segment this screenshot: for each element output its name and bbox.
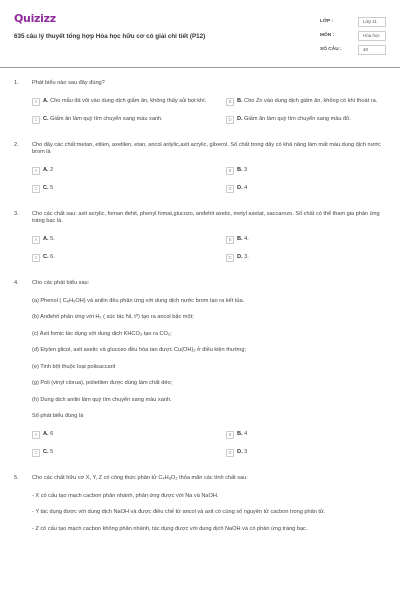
option-key: B. <box>237 431 243 438</box>
option-text: Cho Zn vào dung dịch giấm ăn, không có khí thoát ra. <box>244 98 378 105</box>
option-text: Giấm ăn làm quỳ tím chuyển sang màu xanh. <box>50 116 163 123</box>
question-number: 3. <box>14 210 19 217</box>
option-text: 3 <box>244 167 248 174</box>
question-1 <box>0 80 400 134</box>
option-c[interactable] <box>32 449 214 457</box>
meta-label: MÔN : <box>320 32 335 38</box>
option-b[interactable] <box>226 431 386 439</box>
option-key: B. <box>237 167 243 174</box>
option-key: C. <box>43 185 49 192</box>
answer-options <box>32 98 386 134</box>
option-a[interactable] <box>32 431 214 439</box>
option-c[interactable] <box>32 185 214 193</box>
option-d[interactable] <box>226 116 386 124</box>
option-letter-box: A <box>32 236 40 244</box>
question-text: Cho các chất sau: axit acrylic, foman đehit, phenyl fomat,glucozo, anđehit axetic, metyl axetat, saccarozo. Số chất có thể tham gia phản ứng tráng bạc là. <box>32 210 380 225</box>
option-letter-box: D <box>226 185 234 193</box>
question-5 <box>0 475 400 533</box>
condition-z: - Z có cấu tạo mạch cacbon không phân nhánh, tác dụng được với dung dịch NaOH và có phản ứng tráng bạc. <box>32 525 308 532</box>
option-letter-box: A <box>32 167 40 175</box>
option-text: 3 <box>244 449 248 456</box>
option-letter-box: A <box>32 431 40 439</box>
option-text: Cho mẫu đá vôi vào dung dịch giấm ăn, không thấy sủi bọt khí. <box>50 98 207 105</box>
option-letter-box: D <box>226 254 234 262</box>
question-2 <box>0 142 400 203</box>
statement-a: (a) Phenol ( C₆H₅OH) và anilin đều phản ứng với dung dịch nước brom tạo ra kết tủa. <box>32 297 245 304</box>
option-letter-box: A <box>32 98 40 106</box>
statement-d: (d) Etylen glicol, axit axetic và glucozo đều hòa tan được Cu(OH)₂ ở điều kiện thường; <box>32 347 247 354</box>
option-key: C. <box>43 449 49 456</box>
question-stem: Số phát biểu đúng là <box>32 413 84 420</box>
statement-c: (c) Axit fomic tác dụng với dung dịch KHCO₃ tạo ra CO₂; <box>32 330 172 337</box>
statement-g: (g) Poli (vinyl clorua), polietilen được dùng làm chất dẻo; <box>32 380 173 387</box>
option-text: Giấm ăn làm quỳ tím chuyển sang màu đỏ. <box>244 116 351 123</box>
option-text: 3. <box>244 254 249 261</box>
question-text: Cho dãy các chất:metan, etilen, axetilen, etan, ancol anlylic,axit acrylic, glixerol. Số chất trong dãy có khả năng làm mất màu dung dịch nước brom là <box>32 141 381 156</box>
header-divider <box>0 67 400 68</box>
option-letter-box: D <box>226 449 234 457</box>
option-d[interactable] <box>226 254 386 262</box>
option-b[interactable] <box>226 236 386 244</box>
document-title: 635 câu lý thuyết tổng hợp Hóa học hữu cơ có giải chi tiết (P12) <box>14 33 206 40</box>
option-text: 5 <box>50 449 54 456</box>
meta-value-count: 40 <box>358 45 386 55</box>
option-a[interactable] <box>32 236 214 244</box>
meta-row-count <box>320 43 386 57</box>
option-key: D. <box>237 254 243 261</box>
option-a[interactable] <box>32 167 214 175</box>
option-letter-box: D <box>226 116 234 124</box>
question-4 <box>0 280 400 467</box>
answer-options <box>32 167 386 203</box>
option-a[interactable] <box>32 98 214 106</box>
question-number: 5. <box>14 475 19 482</box>
meta-label: LỚP : <box>320 18 334 24</box>
question-text: Cho các phát biểu sau: <box>32 280 90 287</box>
meta-row-class <box>320 15 386 29</box>
meta-value-class: Lớp 11 <box>358 17 386 27</box>
option-letter-box: B <box>226 236 234 244</box>
option-letter-box: B <box>226 167 234 175</box>
option-key: A. <box>43 98 49 105</box>
option-letter-box: B <box>226 431 234 439</box>
quizizz-logo: Quizizz <box>14 12 56 25</box>
condition-x: - X có cấu tạo mạch cacbon phân nhánh, phản ứng được với Na và NaOH. <box>32 492 219 499</box>
statement-b: (b) Anđehit phản ứng với H₂ ( xúc tác Ni, t⁰) tạo ra ancol bậc một; <box>32 314 194 321</box>
option-key: B. <box>237 98 243 105</box>
question-text: Phát biểu nào sau đây đúng? <box>32 80 105 86</box>
option-key: B. <box>237 236 243 243</box>
question-3 <box>0 211 400 272</box>
option-b[interactable] <box>226 167 386 175</box>
option-letter-box: C <box>32 116 40 124</box>
option-text: 5 <box>50 185 54 192</box>
option-key: D. <box>237 449 243 456</box>
option-c[interactable] <box>32 116 214 124</box>
option-c[interactable] <box>32 254 214 262</box>
option-text: 5. <box>50 236 55 243</box>
question-list <box>0 72 400 533</box>
option-d[interactable] <box>226 185 386 193</box>
option-text: 4 <box>244 431 248 438</box>
statement-e: (e) Tinh bột thuộc loại polisaccarit <box>32 363 116 370</box>
option-key: C. <box>43 254 49 261</box>
statement-h: (h) Dung dịch anilin làm quỳ tím chuyển sang màu xanh. <box>32 396 172 403</box>
question-number: 1. <box>14 80 19 86</box>
option-letter-box: C <box>32 254 40 262</box>
option-text: 6. <box>50 254 55 261</box>
option-key: D. <box>237 116 243 123</box>
answer-options <box>32 236 386 272</box>
question-number: 2. <box>14 141 19 148</box>
option-key: A. <box>43 431 49 438</box>
document-meta <box>320 15 386 57</box>
option-text: 4 <box>244 185 248 192</box>
option-key: A. <box>43 167 49 174</box>
answer-options <box>32 431 386 467</box>
question-text: Cho các chất hữu cơ X, Y, Z có công thức phân tử C₄H₈O₂ thỏa mãn các tính chất sau: <box>32 475 248 482</box>
option-b[interactable] <box>226 98 386 106</box>
option-text: 2 <box>50 167 54 174</box>
question-number: 4. <box>14 280 19 287</box>
condition-y: - Y tác dụng được với dung dịch NaOH và được điều chế từ ancol và axit có cùng số nguyên tử cacbon trong phân tử. <box>32 509 326 516</box>
meta-row-subject <box>320 29 386 43</box>
page-header <box>0 0 400 64</box>
option-text: 6 <box>50 431 54 438</box>
option-key: A. <box>43 236 49 243</box>
meta-value-subject: Hóa học <box>358 31 386 41</box>
option-key: D. <box>237 185 243 192</box>
option-d[interactable] <box>226 449 386 457</box>
option-letter-box: C <box>32 185 40 193</box>
option-text: 4. <box>244 236 249 243</box>
option-letter-box: B <box>226 98 234 106</box>
option-letter-box: C <box>32 449 40 457</box>
option-key: C. <box>43 116 49 123</box>
meta-label: SỐ CÂU : <box>320 46 342 52</box>
